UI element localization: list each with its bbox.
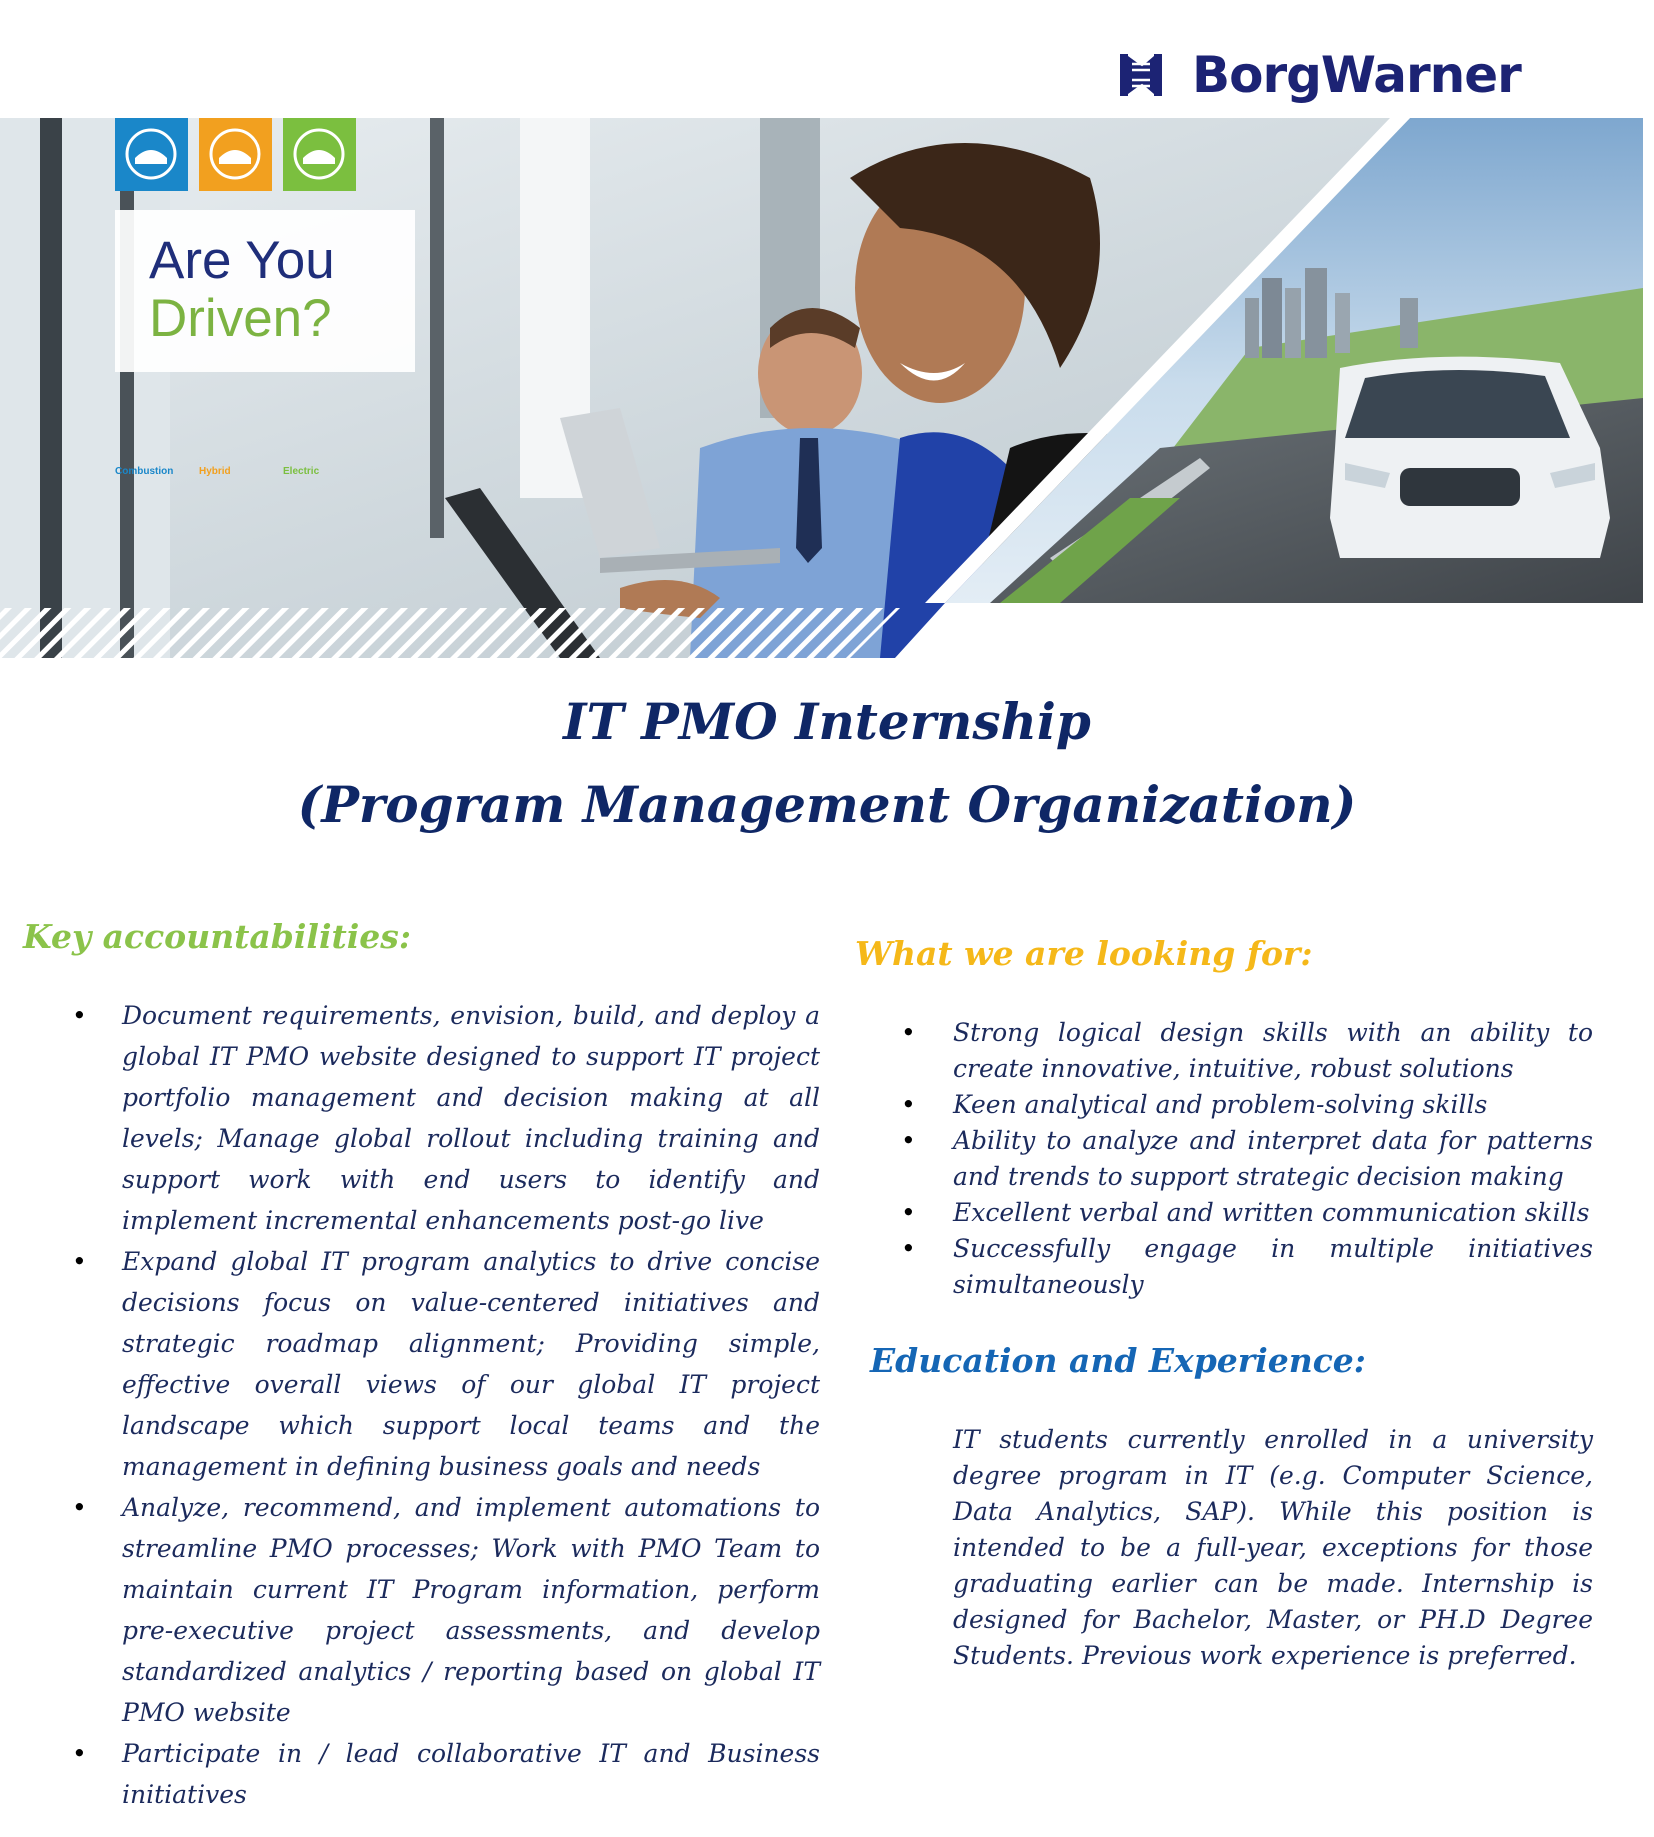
combustion-car-icon xyxy=(115,118,188,191)
combustion-label: Combustion xyxy=(115,466,174,477)
hero-banner-image xyxy=(0,118,1643,658)
list-item: • Analyze, recommend, and implement automations to streamline PMO processes; Work with PMO Team to maintain current IT Program information, perform pre-executive project assessments, and develop standardized analytics / reporting based on global IT PMO website xyxy=(72,1493,820,1727)
electric-car-icon xyxy=(283,118,356,191)
tagline-line-2: Driven? xyxy=(149,289,332,348)
page-subtitle: (Program Management Organization) xyxy=(297,775,1357,834)
list-item: • Document requirements, envision, build, and deploy a global IT PMO website designed to support IT project portfolio management and decision making at all levels; Manage global rollout including training and support work with end users to identify and implement incremental enhancements post-go live xyxy=(72,1001,820,1235)
tagline-box xyxy=(115,210,415,372)
tagline-line-1: Are You xyxy=(149,231,335,290)
list-item: • Participate in / lead collaborative IT and Business initiatives xyxy=(72,1739,820,1809)
list-item: • Expand global IT program analytics to drive concise decisions focus on value-centered initiatives and strategic roadmap alignment; Providing simple, effective overall views of our global IT project landscape which support local teams and the management in defining business goals and needs xyxy=(72,1247,820,1481)
logo-text: BorgWarner xyxy=(1192,46,1521,104)
list-item: • Excellent verbal and written communication skills xyxy=(901,1198,1590,1227)
list-item: • Successfully engage in multiple initiatives simultaneously xyxy=(901,1234,1593,1299)
electric-label: Electric xyxy=(283,466,320,477)
list-item: • Keen analytical and problem-solving skills xyxy=(901,1090,1488,1119)
education-text: IT students currently enrolled in a university degree program in IT (e.g. Computer Science, Data Analytics, SAP). While this position is intended to be a full-year, exceptions for those graduating earlier can be made. Internship is designed for Bachelor, Master, or PH.D Degree Students. Previous work experience is preferred. xyxy=(953,1425,1593,1670)
looking-for-heading: What we are looking for: xyxy=(855,934,1313,973)
list-item: • Ability to analyze and interpret data for patterns and trends to support strategic decision making xyxy=(901,1126,1593,1191)
hybrid-label: Hybrid xyxy=(199,466,231,477)
list-item: • Strong logical design skills with an ability to create innovative, intuitive, robust solutions xyxy=(901,1018,1593,1083)
page-title: IT PMO Internship xyxy=(563,692,1091,751)
hero-banner xyxy=(0,118,1643,658)
looking-for-list xyxy=(901,1015,1593,1303)
key-accountabilities-heading: Key accountabilities: xyxy=(23,917,412,956)
borgwarner-logo-icon xyxy=(1118,52,1164,98)
key-accountabilities-list xyxy=(72,995,820,1815)
hybrid-car-icon xyxy=(199,118,272,191)
company-logo xyxy=(1118,46,1521,104)
education-heading: Education and Experience: xyxy=(870,1341,1366,1380)
